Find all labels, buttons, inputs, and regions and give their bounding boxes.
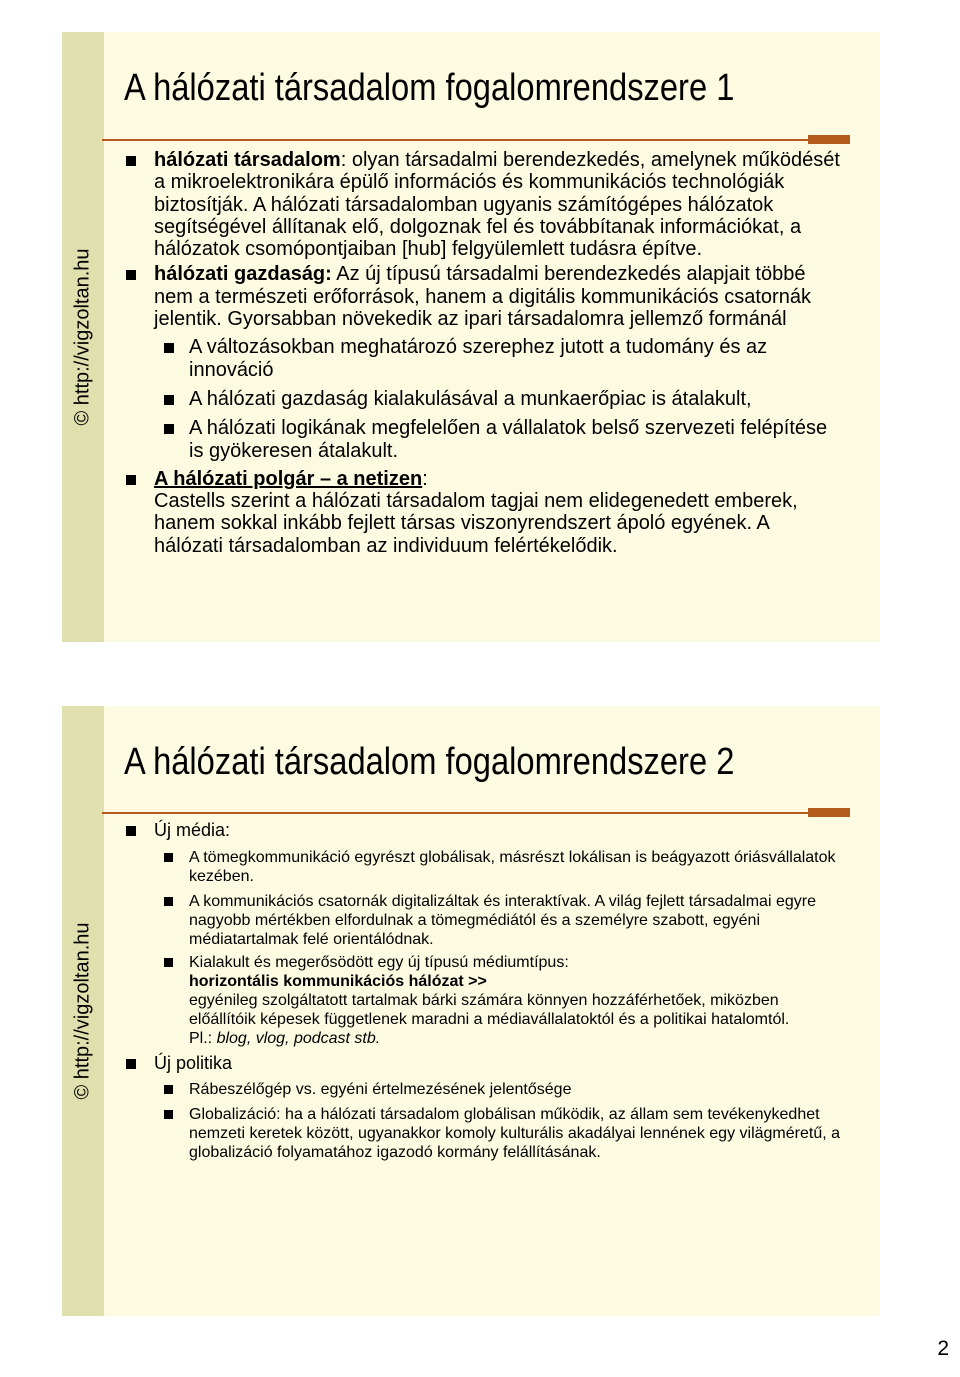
- sub-bullet-digital-channels: [126, 892, 842, 949]
- copyright-watermark: © http://vigzoltan.hu: [71, 248, 94, 426]
- text-persuasion: Rábeszélőgép vs. egyéni értelmezésének jelentősége: [189, 1081, 572, 1098]
- square-bullet-icon: [164, 424, 174, 434]
- bullet-network-economy: [126, 263, 842, 330]
- square-bullet-icon: [126, 1059, 136, 1069]
- text-new-politics: Új politika: [154, 1053, 233, 1073]
- bullet-network-society: [126, 149, 842, 260]
- text-network-economy: Az új típusú társadalmi berendezkedés alapjait többé nem a természeti erőforrások, hanem a digitális kommunikációs csatornák jelentik. Gyorsabban növekedik az ipari társadalomra jellemző formánál: [154, 263, 811, 331]
- text-new-media: Új média:: [154, 820, 231, 840]
- text-company-structure: A hálózati logikának megfelelően a vállalatok belső szervezeti felépítése is gyökeresen átalakult.: [189, 417, 828, 462]
- slide-2-title-rule-end: [808, 808, 850, 817]
- slide-1-title-rule: [102, 139, 849, 141]
- sub-bullet-innovation: [126, 336, 842, 381]
- slide-2-sidebar: [62, 706, 104, 1316]
- copyright-watermark: © http://vigzoltan.hu: [71, 922, 94, 1100]
- colon: :: [422, 467, 428, 490]
- square-bullet-icon: [164, 343, 174, 353]
- slide-1-title: A hálózati társadalom fogalomrendszere 1: [124, 67, 735, 109]
- bullet-new-media: [126, 820, 842, 841]
- slide-1-content: [126, 149, 842, 557]
- square-bullet-icon: [126, 270, 136, 280]
- text-innovation: A változásokban meghatározó szerephez jutott a tudomány és az innováció: [189, 336, 768, 381]
- example-prefix: Pl.:: [189, 1030, 217, 1047]
- slide-2-content: [126, 820, 842, 1162]
- sub-bullet-globalization: [126, 1105, 842, 1162]
- text-netizen: Castells szerint a hálózati társadalom tagjai nem elidegenedett emberek, hanem sokkal inkább fejlett társas viszonyrendszert ápoló egyének. A hálózati társadalomban az individuum felértékelődik.: [154, 490, 798, 557]
- sub-bullet-persuasion: [126, 1080, 842, 1099]
- square-bullet-icon: [164, 1110, 173, 1119]
- text-globalization: Globalizáció: ha a hálózati társadalom globálisan működik, az állam sem tevékenykedhet nemzeti keretek között, ugyanakkor komoly kulturális akadályai lennének egy vilägméretű, a globalizáció folyamatához igazodó kormány felállításának.: [189, 1106, 840, 1161]
- square-bullet-icon: [164, 1085, 173, 1094]
- square-bullet-icon: [126, 475, 136, 485]
- square-bullet-icon: [126, 156, 136, 166]
- text-new-medium-type: Kialakult és megerősödött egy új típusú médiumtípus:: [189, 954, 569, 971]
- square-bullet-icon: [164, 958, 173, 967]
- sub-bullet-horizontal-network: [126, 953, 842, 1048]
- text-horizontal-network: egyénileg szolgáltatott tartalmak bárki számára könnyen hozzáférhetőek, miközben előállítóik képesek függetlenek maradni a médiavállalatoktól és a politikai hatalomtól.: [189, 992, 790, 1028]
- slide-2-title: A hálózati társadalom fogalomrendszere 2: [124, 741, 735, 783]
- page-number: 2: [937, 1337, 949, 1360]
- square-bullet-icon: [164, 853, 173, 862]
- square-bullet-icon: [126, 826, 136, 836]
- example-list: blog, vlog, podcast stb.: [216, 1030, 381, 1047]
- text-mass-communication: A tömegkommunikáció egyrészt globálisak, másrészt lokálisan is beágyazott óriásvállalatok kezében.: [189, 849, 836, 885]
- sub-bullet-mass-communication: [126, 848, 842, 886]
- term-netizen: A hálózati polgár – a netizen: [154, 467, 423, 490]
- term-horizontal-network: horizontális kommunikációs hálózat >>: [189, 973, 487, 990]
- bullet-new-politics: [126, 1053, 842, 1074]
- sub-bullet-labour-market: [126, 388, 842, 410]
- square-bullet-icon: [164, 395, 174, 405]
- text-digital-channels: A kommunikációs csatornák digitalizáltak és interaktívak. A világ fejlett társadalmai egyre nagyobb mértékben elfordulnak a tömegmédiától és a személyre szabott, egyéni médiatartalmak felé orientálódnak.: [189, 893, 816, 948]
- term-network-economy: hálózati gazdaság:: [154, 263, 332, 286]
- text-labour-market: A hálózati gazdaság kialakulásával a munkaerőpiac is átalakult,: [189, 387, 752, 410]
- term-network-society: hálózati társadalom: [154, 149, 341, 171]
- bullet-netizen: [126, 468, 842, 557]
- slide-1-sidebar: [62, 32, 104, 642]
- sub-bullet-company-structure: [126, 417, 842, 462]
- square-bullet-icon: [164, 897, 173, 906]
- text-network-society: : olyan társadalmi berendezkedés, amelynek működését a mikroelektronikára épülő információs és kommunikációs technológiák biztosítják. A hálózati társadalomban ugyanis számítógépes hálózatok segítségével állítanak elő, dolgoznak fel és továbbítanak információkat, a hálózatok csomópontjaiban [hub] felgyülemlett tudásra építve.: [154, 149, 840, 261]
- slide-2-title-rule: [102, 812, 849, 814]
- slide-1-title-rule-end: [808, 135, 850, 144]
